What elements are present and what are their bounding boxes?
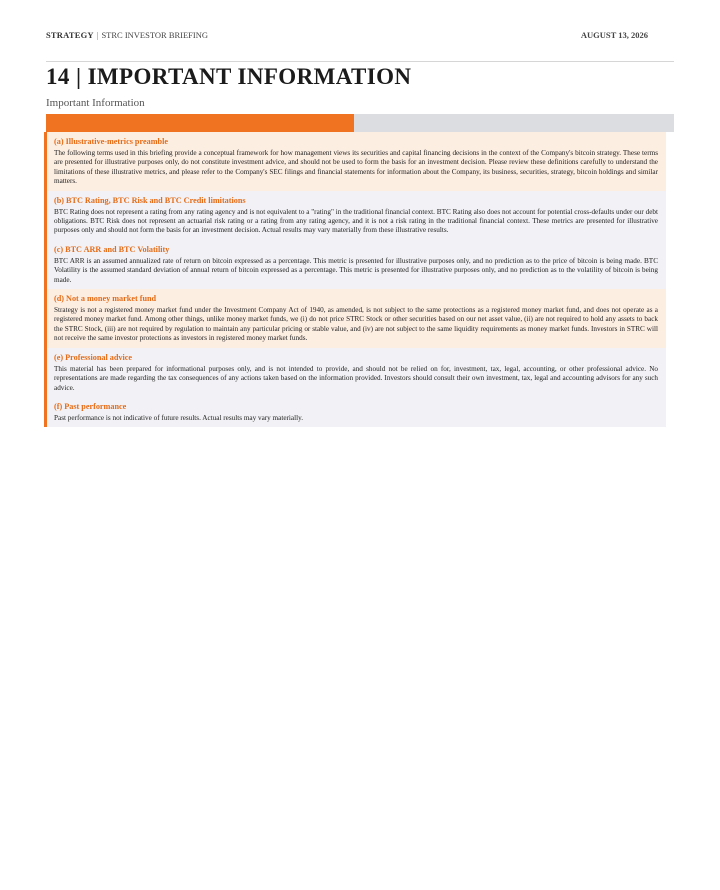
page-title: 14 | IMPORTANT INFORMATION (46, 64, 412, 89)
disclosure-section-d (44, 289, 666, 348)
progress-bar (46, 114, 674, 132)
section-body: Strategy is not a registered money market fund under the Investment Company Act of 1940, as amended, is not subject to the same protections as a registered money market fund, and does not operate as a registered money market fund. Among other things, unlike money market funds, we (i) do not price STRC Stock or other securities based on our net asset value, (ii) are not required to hold any assets to back the STRC Stock, (iii) are not required by regulation to maintain any particular pricing or stable value, and (iv) are not subject to the same liquidity requirements as money market funds. Investors in STRC will not receive the same investor protections as investors in registered money market funds. (54, 306, 658, 343)
disclosure-section-b (44, 191, 666, 240)
section-heading: (f) Past performance (54, 401, 127, 411)
disclosure-section-f (44, 397, 666, 427)
document-date: AUGUST 13, 2026 (580, 30, 648, 40)
header-separator: | (96, 30, 99, 40)
disclosure-sections (44, 132, 666, 427)
disclosure-section-e (44, 348, 666, 397)
page-subtitle: Important Information (46, 97, 145, 109)
section-heading: (b) BTC Rating, BTC Risk and BTC Credit limitations (54, 195, 246, 205)
section-body: BTC Rating does not represent a rating from any rating agency and is not equivalent to a "rating" in the traditional financial context. BTC Rating also does not account for potential cross-defaults under our debt obligations. BTC Risk does not represent an actuarial risk rating or a rating from any rating agency, and it is not a risk rating in the traditional financial context. These metrics are presented for illustrative purposes only and should not form the basis for an investment decision. Actual results may vary materially from these illustrative results. (54, 207, 658, 235)
disclosure-section-c (44, 240, 666, 289)
section-body: Past performance is not indicative of future results. Actual results may vary materially. (54, 413, 304, 422)
section-heading: (e) Professional advice (54, 352, 133, 362)
section-heading: (d) Not a money market fund (54, 294, 157, 304)
section-body: This material has been prepared for informational purposes only, and is not intended to provide, and should not be relied on for, investment, tax, legal, accounting, or other professional advice. No representations are made regarding the tax consequences of any actions taken based on the information provided. Investors should consult their own investment, tax, legal and accounting advisors for any such advice. (54, 364, 658, 392)
section-heading: (a) Illustrative-metrics preamble (54, 137, 168, 146)
document-subtitle: STRC INVESTOR BRIEFING (101, 30, 209, 40)
running-header (46, 30, 674, 42)
section-body: BTC ARR is an assumed annualized rate of return on bitcoin expressed as a percentage. This metric is presented for illustrative purposes only, and no prediction as to the price of bitcoin is being made. BTC Volatility is the assumed standard deviation of annual return of bitcoin expressed as a percentage. This metric is presented for illustrative purposes only, and no prediction as to the volatility of bitcoin is being made. (54, 256, 658, 284)
disclosure-section-a (44, 132, 666, 191)
brand-name: STRATEGY (46, 30, 94, 40)
progress-bar-fill (46, 114, 354, 132)
section-heading: (c) BTC ARR and BTC Volatility (54, 244, 170, 254)
section-body: The following terms used in this briefing provide a conceptual framework for how management views its securities and capital financing decisions in the context of the Company's bitcoin strategy. These terms are presented for illustrative purposes only, do not constitute investment advice, and should not be used to form the basis for an investment decision. Please review these definitions carefully to understand the limitations of these illustrative metrics, and please refer to the Company's SEC filings and financial statements for information about the Company, its business, securities, strategy, bitcoin holdings and similar matters. (54, 149, 658, 186)
header-divider (46, 61, 674, 62)
